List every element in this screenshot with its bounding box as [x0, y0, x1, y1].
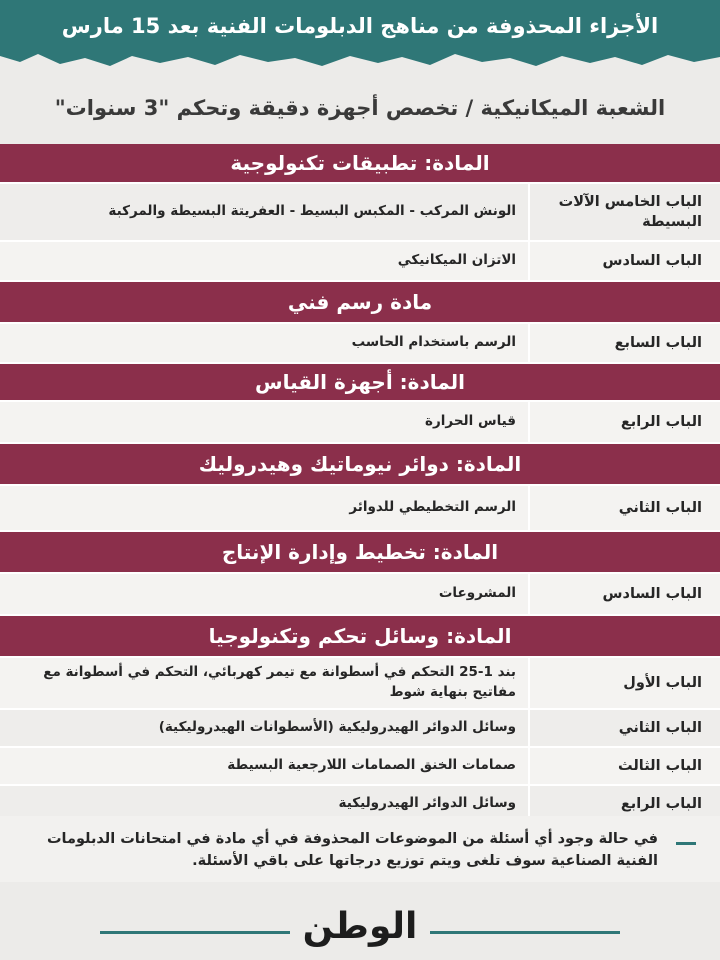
subject-header: المادة: تطبيقات تكنولوجية: [0, 144, 720, 184]
chapter-cell: الباب الرابع: [528, 402, 720, 442]
footnote-text: في حالة وجود أي أسئلة من الموضوعات المحذوفة في أي مادة في امتحانات الدبلومات الفنية الصناعية سوف تلغى ويتم توزيع درجاتها على باقي الأسئلة.: [46, 831, 658, 870]
table-row: [0, 184, 720, 242]
chapter-cell: الباب السادس: [528, 242, 720, 280]
section-subtitle: الشعبة الميكانيكية / تخصص أجهزة دقيقة وتحكم "3 سنوات": [54, 96, 666, 120]
topic-cell: المشروعات: [438, 585, 516, 602]
brand-logo: [300, 900, 420, 952]
topic-cell: وسائل الدوائر الهيدروليكية (الأسطوانات الهيدروليكية): [158, 719, 516, 736]
topic-cell: الاتزان الميكانيكي: [397, 252, 516, 269]
subject-header: المادة: دوائر نيوماتيك وهيدروليك: [0, 444, 720, 486]
deleted-topics-table: [0, 144, 720, 824]
page-title: الأجزاء المحذوفة من مناهج الدبلومات الفنية بعد 15 مارس: [61, 14, 659, 38]
table-row: [0, 710, 720, 748]
topic-cell: قياس الحرارة: [425, 413, 516, 430]
chapter-cell: الباب السابع: [528, 324, 720, 362]
subject-header: المادة: أجهزة القياس: [0, 364, 720, 402]
table-row: [0, 658, 720, 710]
chapter-cell: الباب الثاني: [528, 710, 720, 746]
footer-divider-left: [100, 931, 290, 934]
table-row: [0, 574, 720, 616]
chapter-cell: الباب الرابع: [528, 786, 720, 822]
top-banner: [0, 0, 720, 66]
topic-cell: بند 1-25 التحكم في أسطوانة مع تيمر كهربائي، التحكم في أسطوانة مع مفاتيح بنهاية شوط: [43, 664, 516, 700]
table-row: [0, 324, 720, 364]
chapter-cell: الباب الثاني: [528, 486, 720, 530]
subject-header: المادة: وسائل تحكم وتكنولوجيا: [0, 616, 720, 658]
topic-cell: الونش المركب - المكبس البسيط - العفريتة البسيطة والمركبة: [108, 203, 516, 220]
topic-cell: الرسم التخطيطي للدوائر: [349, 499, 516, 516]
chapter-cell: الباب السادس: [528, 574, 720, 614]
topic-cell: وسائل الدوائر الهيدروليكية: [338, 795, 516, 812]
table-row: [0, 402, 720, 444]
subject-header: المادة: تخطيط وإدارة الإنتاج: [0, 532, 720, 574]
footer-divider-right: [430, 931, 620, 934]
table-row: [0, 242, 720, 282]
chapter-cell: الباب الأول: [528, 658, 720, 708]
topic-cell: الرسم باستخدام الحاسب: [351, 334, 516, 351]
chapter-cell: الباب الخامس الآلات البسيطة: [528, 184, 720, 240]
torn-edge: [0, 48, 720, 76]
topic-cell: صمامات الخنق الصمامات اللارجعية البسيطة: [227, 757, 516, 774]
table-row: [0, 748, 720, 786]
dash-icon: [676, 842, 696, 845]
logo-text: الوطن: [302, 905, 418, 947]
subject-header: مادة رسم فني: [0, 282, 720, 324]
chapter-cell: الباب الثالث: [528, 748, 720, 784]
footnote: [0, 816, 720, 882]
table-row: [0, 486, 720, 532]
